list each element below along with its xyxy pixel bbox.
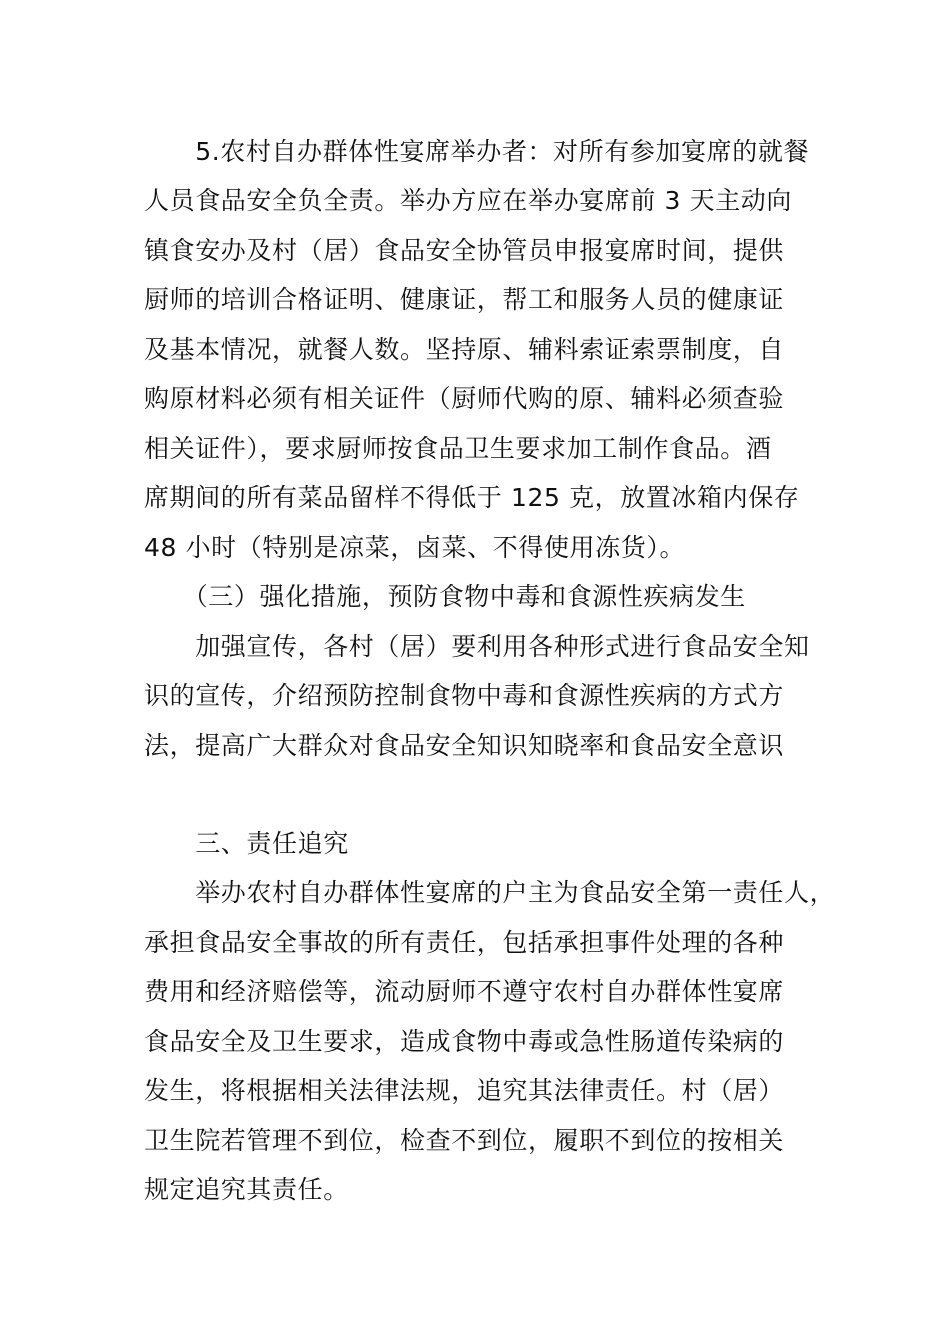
text-line: 识的宣传，介绍预防控制食物中毒和食源性疾病的方式方 (144, 681, 785, 710)
text-line: 5.农村自办群体性宴席举办者：对所有参加宴席的就餐 (144, 137, 810, 166)
section-heading: （三）强化措施，预防食物中毒和食源性疾病发生 (144, 582, 746, 611)
text-line: 举办农村自办群体性宴席的户主为食品安全第一责任人， (144, 878, 836, 907)
text-line: 镇食安办及村（居）食品安全协管员申报宴席时间，提供 (144, 236, 785, 265)
text-line: 发生，将根据相关法律法规，追究其法律责任。村（居） (144, 1076, 785, 1105)
text-line: 席期间的所有菜品留样不得低于 125 克，放置冰箱内保存 (144, 483, 800, 512)
text-line: 加强宣传，各村（居）要利用各种形式进行食品安全知 (144, 632, 810, 661)
text-line: 规定追究其责任。 (144, 1175, 349, 1204)
text-line: 厨师的培训合格证明、健康证，帮工和服务人员的健康证 (144, 285, 785, 314)
text-line: 48 小时（特别是凉菜，卤菜、不得使用冻货）。 (144, 533, 686, 562)
text-line: 食品安全及卫生要求，造成食物中毒或急性肠道传染病的 (144, 1027, 785, 1056)
text-line: 及基本情况，就餐人数。坚持原、辅料索证索票制度，自 (144, 335, 785, 364)
text-line: 购原材料必须有相关证件（厨师代购的原、辅料必须查验 (144, 384, 785, 413)
text-line: 费用和经济赔偿等，流动厨师不遵守农村自办群体性宴席 (144, 977, 785, 1006)
text-line: 法，提高广大群众对食品安全知识知晓率和食品安全意识 (144, 731, 785, 760)
text-line: 相关证件），要求厨师按食品卫生要求加工制作食品。酒 (144, 434, 772, 463)
section-heading: 三、责任追究 (144, 829, 349, 858)
text-line: 人员食品安全负全责。举办方应在举办宴席前 3 天主动向 (144, 186, 793, 215)
text-line: 承担食品安全事故的所有责任，包括承担事件处理的各种 (144, 928, 785, 957)
text-line: 卫生院若管理不到位，检查不到位，履职不到位的按相关 (144, 1126, 785, 1155)
